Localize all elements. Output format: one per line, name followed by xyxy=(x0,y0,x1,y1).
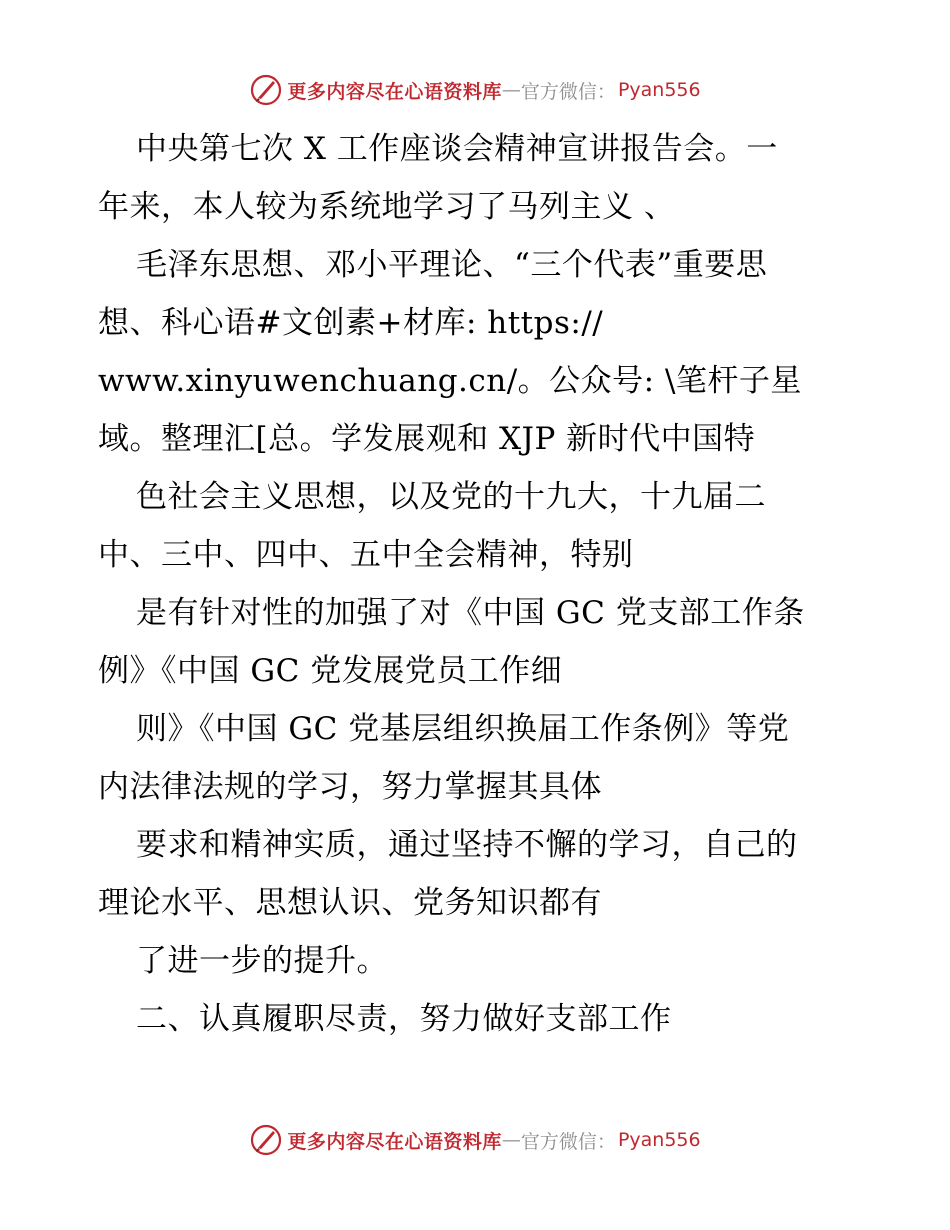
body-text-line: 内法律法规的学习，努力掌握其具体 xyxy=(98,769,602,805)
body-text-line: 中央第七次 X 工作座谈会精神宣讲报告会。一 xyxy=(136,131,778,167)
body-text-line: 年来，本人较为系统地学习了马列主义 、 xyxy=(98,189,676,225)
banner-dash: — xyxy=(501,79,521,101)
banner-wechat-label: 官方微信： xyxy=(520,80,616,103)
document-body xyxy=(98,120,858,1048)
quill-logo-icon xyxy=(249,73,283,107)
body-text-line: 毛泽东思想、邓小平理论、“三个代表”重要思 xyxy=(136,247,768,283)
body-text-line: 要求和精神实质，通过坚持不懈的学习，自己的 xyxy=(136,827,798,863)
body-text-line: 理论水平、思想认识、党务知识都有 xyxy=(98,885,602,921)
body-text-line: 是有针对性的加强了对《中国 GC 党支部工作条 xyxy=(136,595,805,631)
banner-site-text: 更多内容尽在心语资料库 xyxy=(287,80,502,103)
header-watermark-banner xyxy=(0,70,950,110)
body-text-line: 二、认真履职尽责，努力做好支部工作 xyxy=(136,1001,672,1037)
quill-logo-icon xyxy=(249,1123,283,1157)
body-text-line: www.xinyuwenchuang.cn/。公众号: \笔杆子星 xyxy=(98,363,802,399)
banner-wechat-id: Pyan556 xyxy=(617,1129,701,1151)
banner-dash: — xyxy=(501,1129,521,1151)
banner-site-text: 更多内容尽在心语资料库 xyxy=(287,1130,502,1153)
body-text-line: 域。整理汇[总。学发展观和 XJP 新时代中国特 xyxy=(98,421,756,457)
banner-wechat-id: Pyan556 xyxy=(617,79,701,101)
body-text-line: 想、科心语#文创素+材库: https:// xyxy=(98,305,604,341)
body-text-line: 了进一步的提升。 xyxy=(136,943,388,979)
body-text-line: 例》《中国 GC 党发展党员工作细 xyxy=(98,653,563,689)
body-text-line: 中、三中、四中、五中全会精神，特别 xyxy=(98,537,634,573)
footer-watermark-banner xyxy=(0,1120,950,1160)
body-text-line: 则》《中国 GC 党基层组织换届工作条例》等党 xyxy=(136,711,790,747)
banner-wechat-label: 官方微信： xyxy=(520,1130,616,1153)
body-text-line: 色社会主义思想，以及党的十九大，十九届二 xyxy=(136,479,766,515)
